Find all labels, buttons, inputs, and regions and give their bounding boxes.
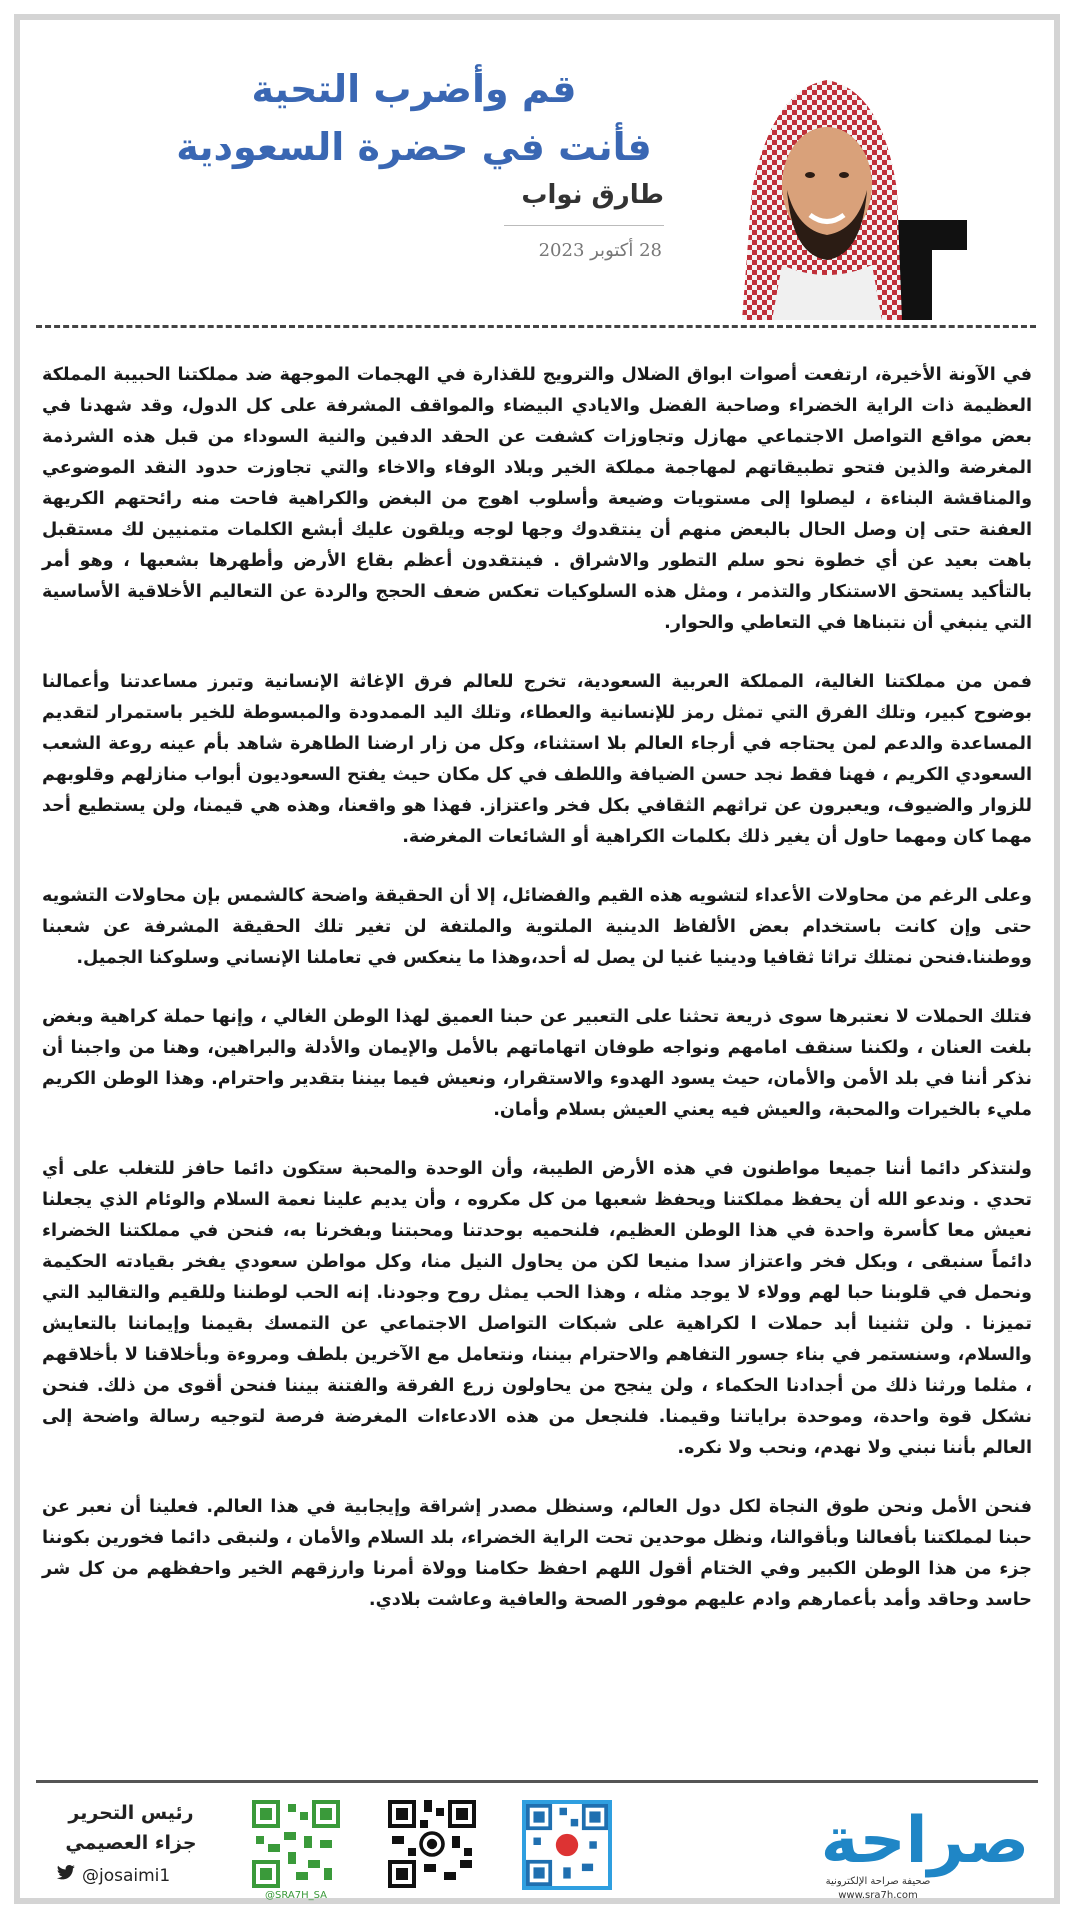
twitter-handle-text: @josaimi1 [82,1865,171,1886]
article-paragraph: فمن من مملكتنا الغالية، المملكة العربية السعودية، تخرج للعالم فرق الإغاثة الإنسانية وتبرز مساعدتنا وأعمالنا بوضوح كبير، وتلك الفرق التي تمثل رمز للإنسانية والعطاء، وتلك اليد الممدودة والمبسوطة للخير باستمرار لتقديم المساعدة والدعم لمن يحتاجه في أرجاء العالم بلا استثناء، وكل من زار ارضنا الطاهرة شاهد بأم عينه روعة الشعب السعودي الكريم ، فهنا فقط نجد حسن الضيافة واللطف في كل مكان حيث يفتح السعوديون أبواب منازلهم وقلوبهم للزوار والضيوف، ويعبرون عن تراثهم الثقافي بكل فخر واعتزاز. فهذا هو واقعنا، وهذه هي قيمنا، ولن يستطيع أحد مهما كان ومهما حاول أن يغير ذلك بكلمات الكراهية أو الشائعات المغرضة. [42,672,1032,847]
author-photo [732,70,1032,320]
editor-block [56,1798,206,1858]
logo-url[interactable]: www.sra7h.com [838,1890,918,1901]
editor-title: رئيس التحرير [68,1802,194,1824]
article-paragraph: في الآونة الأخيرة، ارتفعت أصوات ابواق الضلال والترويج للقذارة في الهجمات الموجهة ضد مملكتنا الحبيبة المملكة العظيمة ذات الراية الخضراء وصاحبة الفضل والايادي البيضاء والمواقف المشرفة على كل الدول، وقد شهدنا في بعض مواقع التواصل الاجتماعي مهازل وتجاوزات كشفت عن الحقد الدفين والنية السوداء من قبل هذه الشرذمة المغرضة والذين فتحو تطبيقاتهم لمهاجمة مملكة الخير وبلاد الوفاء والاخاء والتي تجاوزت حدود النقد الموضوعي والمناقشة البناءة ، ليصلوا إلى مستويات وضيعة وأسلوب اهوج من البغض والكراهية فاحت منه رائحتهم الكريهة العفنة حتى إن وصل الحال بالبعض منهم أن ينتقدوك وجها لوجه ويلقون عليك أبشع الكلمات متمنيين لك مستقبل باهت بعيد عن أي خطوة نحو سلم التطور والاشراق . فينتقدون أعظم بقاع الأرض وأطهرها بشعبها ، وهو أمر بالتأكيد يستحق الاستنكار والتذمر ، ومثل هذه السلوكيات تعكس ضعف الحجج والردة عن التعاليم الأخلاقية الأساسية التي ينبغي أن نتبناها في التعاطي والحوار. [42,365,1032,633]
header-divider [36,325,1036,328]
article-paragraph: فتلك الحملات لا نعتبرها سوى ذريعة تحثنا على التعبير عن حبنا العميق لهذا الوطن الغالي ، وإنها حملة كراهية وبغض بلغت العنان ، ولكننا سنقف امامهم ونواجه طوفان اتهاماتهم بالأمل والإيمان والأدلة والبراهين، وهنا من واجبنا أن نذكر أننا في بلد الأمن والأمان، حيث يسود الهدوء والاستقرار، ونعيش فيما بيننا بتقدير واحترام. وهذا الوطن الكريم مليء بالخيرات والمحبة، والعيش فيه يعني العيش بسلام وأمان. [42,1007,1032,1120]
logo-text: صراحة [820,1804,1030,1878]
article-body [42,360,1032,1644]
publish-date: 28 أكتوبر 2023 [538,240,662,261]
qr-snapchat-label: @SRA7H_SA [265,1890,327,1901]
article-paragraph: ولنتذكر دائما أننا جميعا مواطنون في هذه الأرض الطيبة، وأن الوحدة والمحبة ستكون دائما حافز للتغلب على أي تحدي . وندعو الله أن يحفظ مملكتنا ويحفظ شعبها من كل مكروه ، وأن يديم علينا نعمة السلام والوئام الذي يجعلنا نعيش معا كأسرة واحدة في هذا الوطن العظيم، فلنحميه بوحدتنا ومحبتنا وبفخرنا به، فنحن في مملكتنا الخضراء دائماً سنبقى ، وبكل فخر واعتزاز سدا منيعا لكن من يحاول النيل منا، وكل مواطن سعودي يفخر بقيادته الحكيمة ونحمل في قلوبنا حبا لهم وولاء لا يوجد مثله ، وهذا الحب يمثل روح وجودنا. إنه الحب لوطننا وللقيم والتقاليد التي تميزنا . ولن تثنينا أبد حملات ا لكراهية على شبكات التواصل الاجتماعي عن التمسك بقيمنا وإيماننا بالتعايش والسلام، وسنستمر في بناء جسور التفاهم والاحترام بيننا، ونتعامل مع الآخرين بلطف ومروءة وبأخلاقنا لا بأخلاقهم ، مثلما ورثنا ذلك من أجدادنا الحكماء ، ولن ينجح من يحاولون زرع الفرقة والفتنة بيننا فنحن أقوى من ذلك. فنحن نشكل قوة واحدة، وموحدة براياتنا وقيمنا. فلنجعل من هذه الادعاءات المغرضة فرصة لتوجيه رسالة واضحة إلى العالم بأننا نبني ولا نهدم، ونحب ولا نكره. [42,1159,1032,1458]
page-frame [14,14,1060,1904]
title-line-2: فأنت في حضرة السعودية [176,125,652,169]
author-name: طارق نواب [521,180,664,210]
header [20,20,1054,325]
article-paragraph: وعلى الرغم من محاولات الأعداء لتشويه هذه القيم والفضائل، إلا أن الحقيقة واضحة كالشمس بإن محاولات التشويه حتى وإن كانت باستخدام بعض الألفاظ الدينية الملتوية والملتفة لن تغير تلك الحقيقة المشرفة عن شعبنا ووطننا.فنحن نمتلك تراثا ثقافيا ودينيا غنيا لن يصل له أحد،وهذا ما ينعكس في تعاملنا الإنساني وسلوكنا الجميل. [42,886,1032,968]
qr-code-whatsapp[interactable] [388,1800,476,1888]
logo-subtitle: صحيفة صراحة الإلكترونية [825,1876,931,1887]
twitter-icon [56,1865,76,1886]
footer [20,1790,1054,1900]
title-line-1: قم وأضرب التحية [251,67,577,111]
footer-divider [36,1780,1038,1783]
author-underline [504,225,664,226]
article-paragraph: فنحن الأمل ونحن طوق النجاة لكل دول العالم، وسنظل مصدر إشراقة وإيجابية في هذا العالم. فعلينا أن نعبر عن حبنا لمملكتنا بأفعالنا وبأقوالنا، ونظل موحدين تحت الراية الخضراء، بلد السلام والأمان ، ولنبقى دائما فخورين بكوننا جزء من هذا الوطن الكبير وفي الختام أقول اللهم احفظ حكامنا وولاة أمرنا وارزقهم الخير واحفظهم من كل شر حاسد وحاقد وأمد بأعمارهم وادم عليهم موفور الصحة والعافية وعاشت بلادي. [42,1497,1032,1610]
qr-code-website[interactable] [522,1800,612,1890]
editor-name: جزاء العصيمي [65,1832,197,1854]
article-title [114,60,714,176]
twitter-handle[interactable] [56,1865,170,1886]
qr-code-snapchat[interactable] [252,1800,340,1888]
